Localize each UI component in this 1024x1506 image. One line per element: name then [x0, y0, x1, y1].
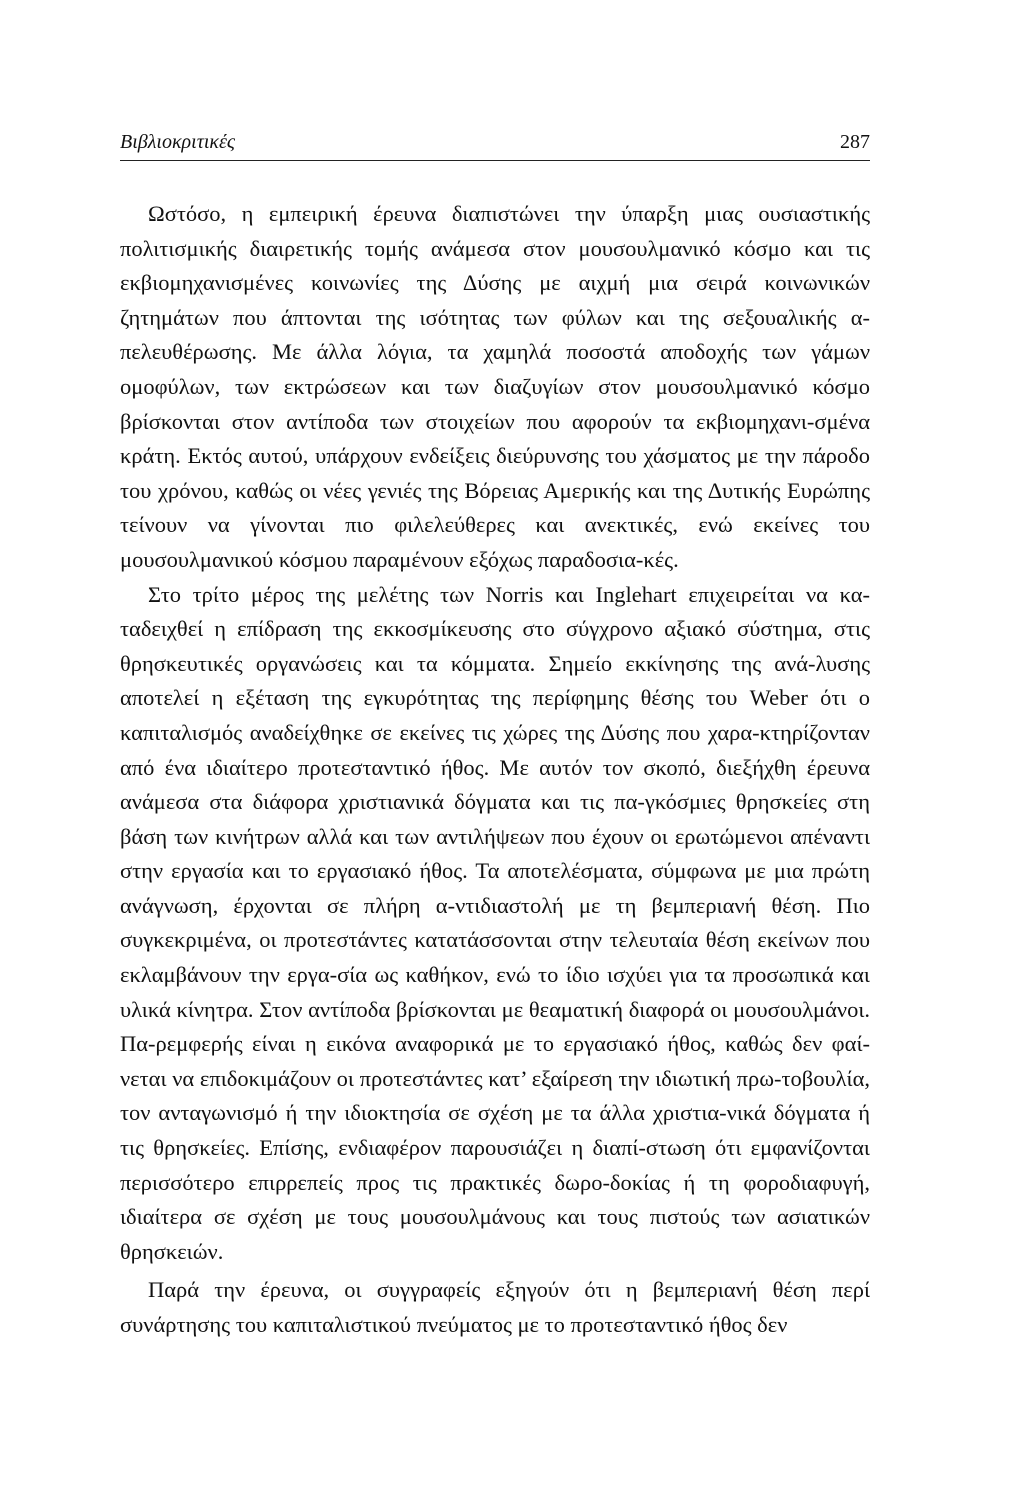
section-title: Βιβλιοκριτικές [120, 131, 236, 153]
page-number: 287 [840, 131, 870, 153]
paragraph: Ωστόσο, η εμπειρική έρευνα διαπιστώνει την ύπαρξη μιας ουσιαστικής πολιτισμικής διαιρετικής τομής ανάμεσα στον μουσουλμανικό κόσμο και τις εκβιομηχανισμένες κοινωνίες της Δύσης με αιχμή μια σειρά κοινωνικών ζητημάτων που άπτονται της ισότητας των φύλων και της σεξουαλικής α-πελευθέρωσης. Με άλλα λόγια, τα χαμηλά ποσοστά αποδοχής των γάμων ομοφύλων, των εκτρώσεων και των διαζυγίων στον μουσουλμανικό κόσμο βρίσκονται στον αντίποδα των στοιχείων που αφορούν τα εκβιομηχανι-σμένα κράτη. Εκτός αυτού, υπάρχουν ενδείξεις διεύρυνσης του χάσματος με την πάροδο του χρόνου, καθώς οι νέες γενιές της Βόρειας Αμερικής και της Δυτικής Ευρώπης τείνουν να γίνονται πιο φιλελεύθερες και ανεκτικές, ενώ εκείνες του μουσουλμανικού κόσμου παραμένουν εξόχως παραδοσια-κές. [120, 201, 870, 572]
body-text [120, 197, 870, 1343]
paragraph: Στο τρίτο μέρος της μελέτης των Norris και Inglehart επιχειρείται να κα-ταδειχθεί η επίδραση της εκκοσμίκευσης στο σύγχρονο αξιακό σύστημα, στις θρησκευτικές οργανώσεις και τα κόμματα. Σημείο εκκίνησης της ανά-λυσης αποτελεί η εξέταση της εγκυρότητας της περίφημης θέσης του Weber ότι ο καπιταλισμός αναδείχθηκε σε εκείνες τις χώρες της Δύσης που χαρα-κτηρίζονταν από ένα ιδιαίτερο προτεσταντικό ήθος. Με αυτόν τον σκοπό, διεξήχθη έρευνα ανάμεσα στα διάφορα χριστιανικά δόγματα και τις πα-γκόσμιες θρησκείες στη βάση των κινήτρων αλλά και των αντιλήψεων που έχουν οι ερωτώμενοι απέναντι στην εργασία και το εργασιακό ήθος. Τα αποτελέσματα, σύμφωνα με μια πρώτη ανάγνωση, έρχονται σε πλήρη α-ντιδιαστολή με τη βεμπεριανή θέση. Πιο συγκεκριμένα, οι προτεστάντες κατατάσσονται στην τελευταία θέση εκείνων που εκλαμβάνουν την εργα-σία ως καθήκον, ενώ το ίδιο ισχύει για τα προσωπικά και υλικά κίνητρα. Στον αντίποδα βρίσκονται με θεαματική διαφορά οι μουσουλμάνοι. Πα-ρεμφερής είναι η εικόνα αναφορικά με το εργασιακό ήθος, καθώς δεν φαί-νεται να επιδοκιμάζουν οι προτεστάντες κατ’ εξαίρεση την ιδιωτική πρω-τοβουλία, τον ανταγωνισμό ή την ιδιοκτησία σε σχέση με τα άλλα χριστια-νικά δόγματα ή τις θρησκείες. Επίσης, ενδιαφέρον παρουσιάζει η διαπί-στωση ότι εμφανίζονται περισσότερο επιρρεπείς προς τις πρακτικές δωρο-δοκίας ή τη φοροδιαφυγή, ιδιαίτερα σε σχέση με τους μουσουλμάνους και τους πιστούς των ασιατικών θρησκειών. [120, 581, 870, 1264]
paragraph: Παρά την έρευνα, οι συγγραφείς εξηγούν ότι η βεμπεριανή θέση περί συνάρτησης του καπιταλιστικού πνεύματος με το προτεσταντικό ήθος δεν [120, 1277, 870, 1337]
book-page [120, 128, 870, 1343]
running-header [120, 128, 870, 161]
